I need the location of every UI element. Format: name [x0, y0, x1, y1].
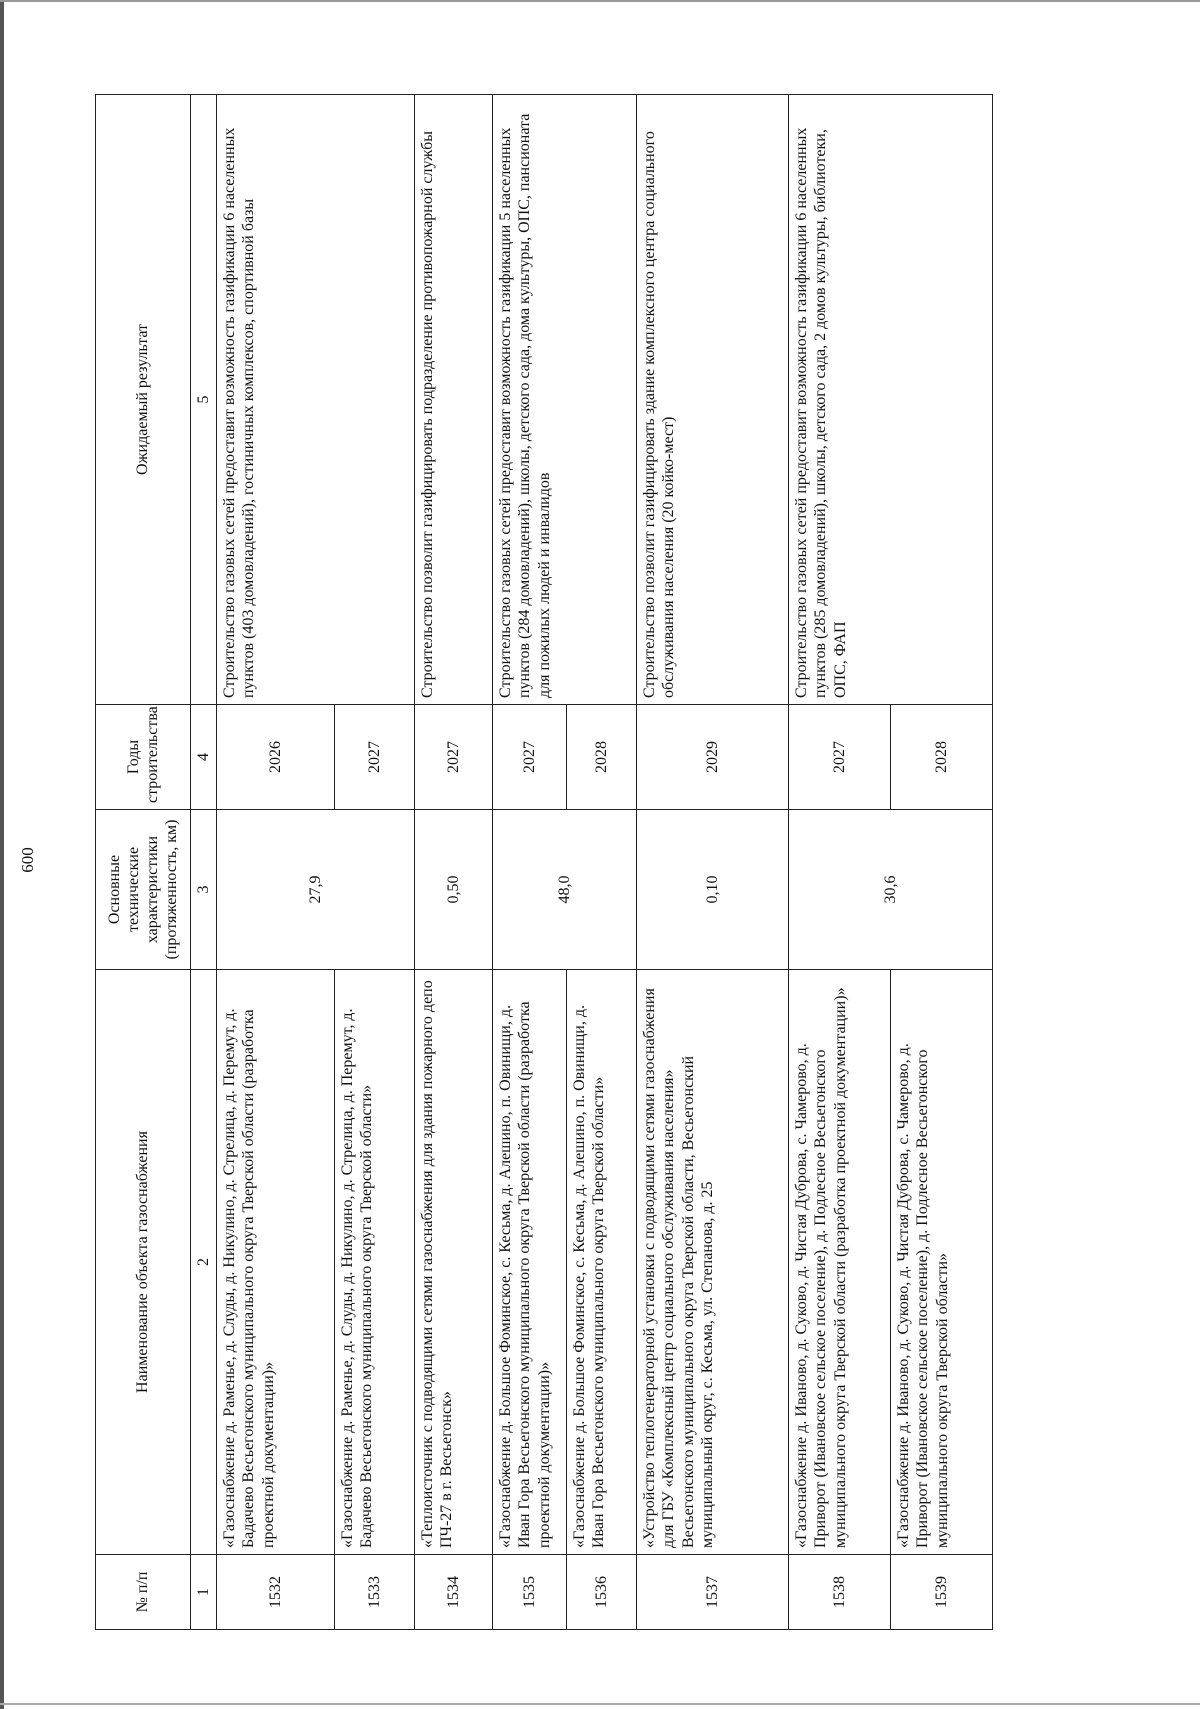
- scan-edge-top: [0, 0, 1200, 2]
- row-result: Строительство газовых сетей предоставит возможность газификации 6 населенных пунктов (403 домовладений), гостиничных комплексов, спортивной базы: [217, 95, 415, 705]
- row-year: 2027: [415, 705, 493, 810]
- row-num: 1539: [891, 1555, 993, 1630]
- row-name: «Газоснабжение д. Иваново, д. Суково, д. Чистая Дуброва, с. Чамерово, д. Приворот (Ивановское сельское поселение), д. Подлесное Весьегонского муниципального округа Тверской области»: [891, 970, 993, 1555]
- col-number-4: 4: [191, 705, 217, 810]
- col-number-5: 5: [191, 95, 217, 705]
- row-result: Строительство газовых сетей предоставит возможность газификации 6 населенных пунктов (285 домовладений), школы, детского сада, 2 домов культуры, библиотеки, ОПС, ФАП: [789, 95, 993, 705]
- row-length-km: 0,50: [415, 810, 493, 970]
- row-num: 1534: [415, 1555, 493, 1630]
- table-row: [789, 95, 891, 1630]
- row-year: 2029: [637, 705, 789, 810]
- row-name: «Газоснабжение д. Иваново, д. Суково, д. Чистая Дуброва, с. Чамерово, д. Приворот (Ивановское сельское поселение), д. Подлесное Весьегонского муниципального округа Тверской области (разработка проектной документации)»: [789, 970, 891, 1555]
- row-length-km: 48,0: [493, 810, 637, 970]
- col-number-1: 1: [191, 1555, 217, 1630]
- rotated-document-sheet: [0, 55, 1160, 1675]
- header-num: № п/п: [96, 1555, 191, 1630]
- scan-edge-bottom: [0, 1703, 1200, 1705]
- row-result: Строительство позволит газифицировать здание комплексного центра социального обслуживания населения (20 койко-мест): [637, 95, 789, 705]
- row-num: 1536: [567, 1555, 637, 1630]
- row-name: «Теплоисточник с подводящими сетями газоснабжения для здания пожарного депо ПЧ-27 в г. Весьегонск»: [415, 970, 493, 1555]
- row-name: «Газоснабжение д. Большое Фоминское, с. Кесьма, д. Алешино, п. Овинищи, д. Иван Гора Весьегонского муниципального округа Тверской области»: [567, 970, 637, 1555]
- table-row: [217, 95, 335, 1630]
- row-year: 2028: [891, 705, 993, 810]
- row-year: 2026: [217, 705, 335, 810]
- header-years: Годы строительства: [96, 705, 191, 810]
- row-num: 1535: [493, 1555, 567, 1630]
- row-num: 1533: [335, 1555, 415, 1630]
- row-name: «Газоснабжение д. Раменье, д. Слуды, д. Никулино, д. Стрелица, д. Перемут, д. Бадачево Весьегонского муниципального округа Тверской области»: [335, 970, 415, 1555]
- header-tech: Основные технические характеристики (протяженность, км): [96, 810, 191, 970]
- header-name: Наименование объекта газоснабжения: [96, 970, 191, 1555]
- row-num: 1532: [217, 1555, 335, 1630]
- row-length-km: 30,6: [789, 810, 993, 970]
- row-num: 1538: [789, 1555, 891, 1630]
- row-length-km: 0,10: [637, 810, 789, 970]
- row-year: 2027: [789, 705, 891, 810]
- page-number: 600: [18, 847, 37, 873]
- row-name: «Газоснабжение д. Большое Фоминское, с. Кесьма, д. Алешино, п. Овинищи, д. Иван Гора Весьегонского муниципального округа Тверской области (разработка проектной документации)»: [493, 970, 567, 1555]
- row-year: 2028: [567, 705, 637, 810]
- row-result: Строительство позволит газифицировать подразделение противопожарной службы: [415, 95, 493, 705]
- table-row: [637, 95, 789, 1630]
- gas-supply-table: [95, 94, 993, 1630]
- table-row: [493, 95, 567, 1630]
- row-name: «Газоснабжение д. Раменье, д. Слуды, д. Никулино, д. Стрелица, д. Перемут, д. Бадачево Весьегонского муниципального округа Тверской области (разработка проектной документации)»: [217, 970, 335, 1555]
- col-number-3: 3: [191, 810, 217, 970]
- row-year: 2027: [335, 705, 415, 810]
- row-year: 2027: [493, 705, 567, 810]
- col-number-2: 2: [191, 970, 217, 1555]
- table-row: [415, 95, 493, 1630]
- row-name: «Устройство теплогенераторной установки с подводящими сетями газоснабжения для ГБУ «Комплексный центр социального обслуживания населения» Весьегонского муниципального округа Тверской области, Весьегонский муниципальный округ, с. Кесьма, ул. Степанова, д. 25: [637, 970, 789, 1555]
- row-result: Строительство газовых сетей предоставит возможность газификации 5 населенных пунктов (284 домовладений), школы, детского сада, дома культуры, ОПС, пансионата для пожилых людей и инвалидов: [493, 95, 637, 705]
- row-length-km: 27,9: [217, 810, 415, 970]
- header-result: Ожидаемый результат: [96, 95, 191, 705]
- row-num: 1537: [637, 1555, 789, 1630]
